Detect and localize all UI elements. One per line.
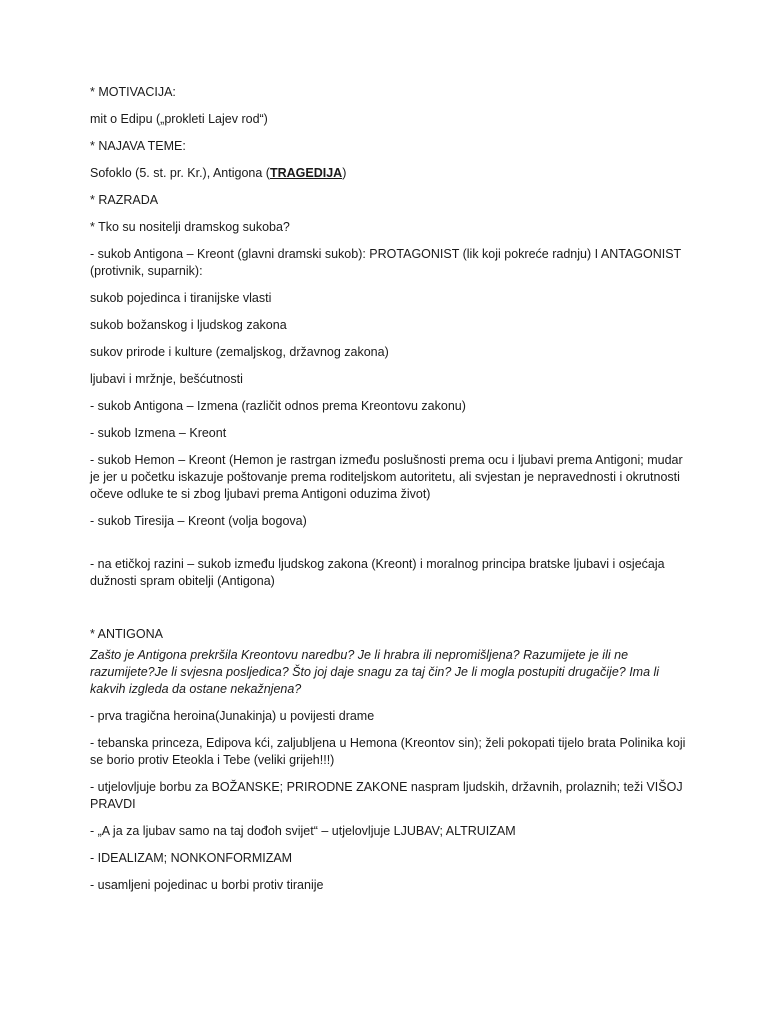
najava-text-pre: Sofoklo (5. st. pr. Kr.), Antigona ( bbox=[90, 166, 270, 180]
sukob-izmena: - sukob Antigona – Izmena (različit odnos prema Kreontovu zakonu) bbox=[90, 399, 466, 413]
question-nositelji: * Tko su nositelji dramskog sukoba? bbox=[90, 220, 290, 234]
najava-text-post: ) bbox=[342, 166, 347, 180]
najava-text bbox=[90, 165, 690, 182]
idealizam: - IDEALIZAM; NONKONFORMIZAM bbox=[90, 851, 293, 865]
motivacija-text: mit o Edipu („prokleti Lajev rod“) bbox=[90, 112, 268, 126]
razrada-heading: * RAZRADA bbox=[90, 193, 159, 207]
usamljeni-pojedinac: - usamljeni pojedinac u borbi protiv tiranije bbox=[90, 878, 324, 892]
sukob-izmena-kreont: - sukob Izmena – Kreont bbox=[90, 426, 227, 440]
antigona-heading: * ANTIGONA bbox=[90, 627, 163, 641]
sukob-hemon: - sukob Hemon – Kreont (Hemon je rastrgan između poslušnosti prema ocu i ljubavi prema Antigoni; mudar je jer u početku iskazuje poštovanje prema roditeljskom autoritetu, ali svjestan je nepravednosti i okrutnosti očeve odluke te si zbog ljubavi prema Antigoni oduzima život) bbox=[90, 453, 683, 501]
sukob-pojedinca: sukob pojedinca i tiranijske vlasti bbox=[90, 291, 272, 305]
spacer bbox=[90, 540, 690, 556]
najava-heading: * NAJAVA TEME: bbox=[90, 139, 186, 153]
utjelovljuje-borbu: - utjelovljuje borbu za BOŽANSKE; PRIRODNE ZAKONE naspram ljudskih, državnih, prolaznih; teži VIŠOJ PRAVDI bbox=[90, 780, 683, 811]
sukob-glavni: - sukob Antigona – Kreont (glavni dramski sukob): PROTAGONIST (lik koji pokreće radnju) I ANTAGONIST (protivnik, suparnik): bbox=[90, 247, 681, 278]
tebanska-princeza: - tebanska princeza, Edipova kći, zaljubljena u Hemona (Kreontov sin); želi pokopati tijelo brata Polinika koji se borio protiv Eteokla i Tebe (veliki grijeh!!!) bbox=[90, 736, 686, 767]
tragedija-emphasis: TRAGEDIJA bbox=[269, 166, 343, 180]
ljubav-citat: - „A ja za ljubav samo na taj dođoh svijet“ – utjelovljuje LJUBAV; ALTRUIZAM bbox=[90, 824, 516, 838]
ljubavi-mrznje: ljubavi i mržnje, bešćutnosti bbox=[90, 372, 243, 386]
sukov-prirode: sukov prirode i kulture (zemaljskog, državnog zakona) bbox=[90, 345, 389, 359]
spacer bbox=[90, 600, 690, 626]
motivacija-heading: * MOTIVACIJA: bbox=[90, 85, 176, 99]
sukob-tiresija: - sukob Tiresija – Kreont (volja bogova) bbox=[90, 514, 307, 528]
antigona-questions: Zašto je Antigona prekršila Kreontovu naredbu? Je li hrabra ili nepromišljena? Razumijete je ili ne razumijete?Je li svjesna posljedica? Što joj daje snagu za taj čin? Je li mogla postupiti drugačije? Ima li kakvih izgleda da ostane nekažnjena? bbox=[90, 648, 660, 696]
sukob-zakona: sukob božanskog i ljudskog zakona bbox=[90, 318, 287, 332]
document-body bbox=[90, 84, 690, 904]
eticka-razina: - na etičkoj razini – sukob između ljudskog zakona (Kreont) i moralnog principa bratske ljubavi i osjećaja dužnosti spram obitelji (Antigona) bbox=[90, 557, 665, 588]
prva-heroina: - prva tragična heroina(Junakinja) u povijesti drame bbox=[90, 709, 375, 723]
